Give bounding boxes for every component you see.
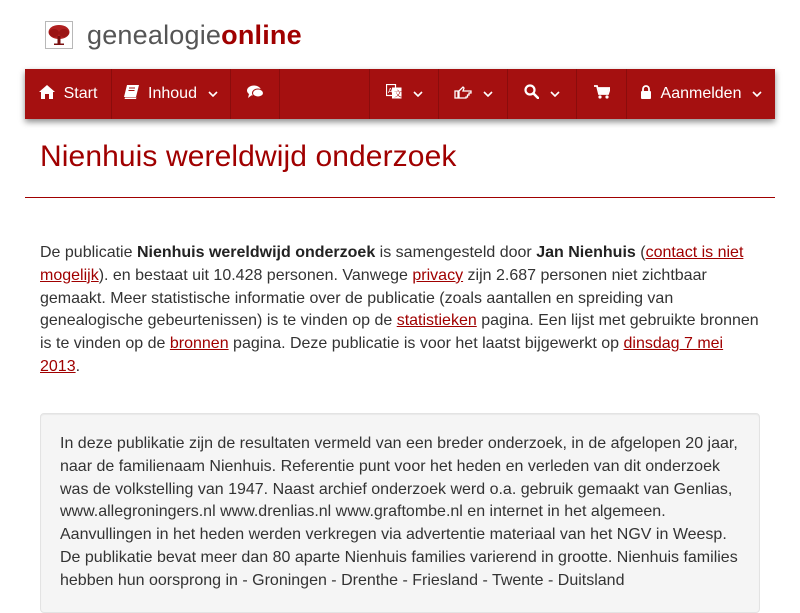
statistics-link[interactable]: statistieken [396, 312, 477, 330]
description-panel [40, 413, 760, 613]
chevron-down-icon [752, 91, 762, 97]
site-name: genealogieonline [87, 20, 302, 50]
book-icon [124, 85, 139, 104]
nav-spacer [280, 69, 370, 119]
nav-aanmelden-label: Aanmelden [660, 85, 742, 102]
nav-inhoud[interactable] [112, 69, 231, 119]
nav-aanmelden[interactable] [627, 69, 775, 119]
svg-text:A: A [387, 88, 393, 95]
publication-intro: De publicatie Nienhuis wereldwijd onderzoek is samengesteld door Jan Nienhuis (contact is niet mogelijk). en bestaat uit 10.428 personen. Vanwege privacy zijn 2.687 personen niet zichtbaar gemaakt. Meer statistische informatie over de publicatie (zoals aantallen en spreiding van genealogische gebeurtenissen) is te vinden op de statistieken pagina. Een lijst met gebruikte bronnen is te vinden op de bronnen pagina. Deze publicatie is voor het laatst bijgewerkt op dinsdag 7 mei 2013. [40, 244, 759, 375]
site-logo[interactable] [45, 18, 302, 52]
nav-start-label: Start [63, 85, 98, 102]
author-name: Jan Nienhuis [536, 244, 636, 261]
chevron-down-icon [483, 91, 493, 97]
nav-search[interactable] [508, 69, 577, 119]
comments-icon [247, 85, 264, 104]
nav-start[interactable] [25, 69, 112, 119]
translate-icon [386, 84, 402, 104]
main-navbar [25, 69, 775, 119]
title-divider [25, 197, 775, 198]
lock-icon [640, 85, 652, 104]
nav-inhoud-label: Inhoud [148, 85, 197, 102]
contact-link[interactable]: contact is niet mogelijk [40, 244, 744, 284]
home-icon [39, 85, 55, 104]
nav-language[interactable] [370, 69, 439, 119]
chevron-down-icon [413, 91, 423, 97]
sources-link[interactable]: bronnen [169, 335, 229, 353]
cart-icon [594, 85, 610, 104]
last-updated-link[interactable]: dinsdag 7 mei 2013 [40, 335, 724, 375]
nav-share[interactable] [439, 69, 508, 119]
publication-description: In deze publikatie zijn de resultaten vermeld van een breder onderzoek, in de afgelopen 20 jaar, naar de familienaam Nienhuis. Referentie punt voor het heden en verleden van dit onderzoek was de volkstelling van 1947. Naast archief onderzoek werd o.a. gebruik gemaakt van Genlias, www.allegroningers.nl www.drenlias.nl www.graftombe.nl en internet in het algemeen. Aanvullingen in het heden werden verkregen via advertentie materiaal van het NGV in Weesp. De publikatie bevat meer dan 80 aparte Nienhuis families varierend in grootte. Nienhuis families hebben hun oorsprong in - Groningen - Drenthe - Friesland - Twente - Duitsland [60, 435, 738, 589]
chevron-down-icon [208, 91, 218, 97]
hand-pointer-icon [454, 85, 472, 104]
tree-logo-icon [45, 21, 73, 49]
chevron-down-icon [550, 91, 560, 97]
nav-forum[interactable] [231, 69, 280, 119]
search-icon [524, 84, 539, 104]
nav-shop[interactable] [577, 69, 627, 119]
privacy-link[interactable]: privacy [412, 266, 464, 284]
page-title: Nienhuis wereldwijd onderzoek [40, 140, 457, 173]
publication-name: Nienhuis wereldwijd onderzoek [136, 244, 376, 261]
svg-text:文: 文 [393, 89, 402, 99]
